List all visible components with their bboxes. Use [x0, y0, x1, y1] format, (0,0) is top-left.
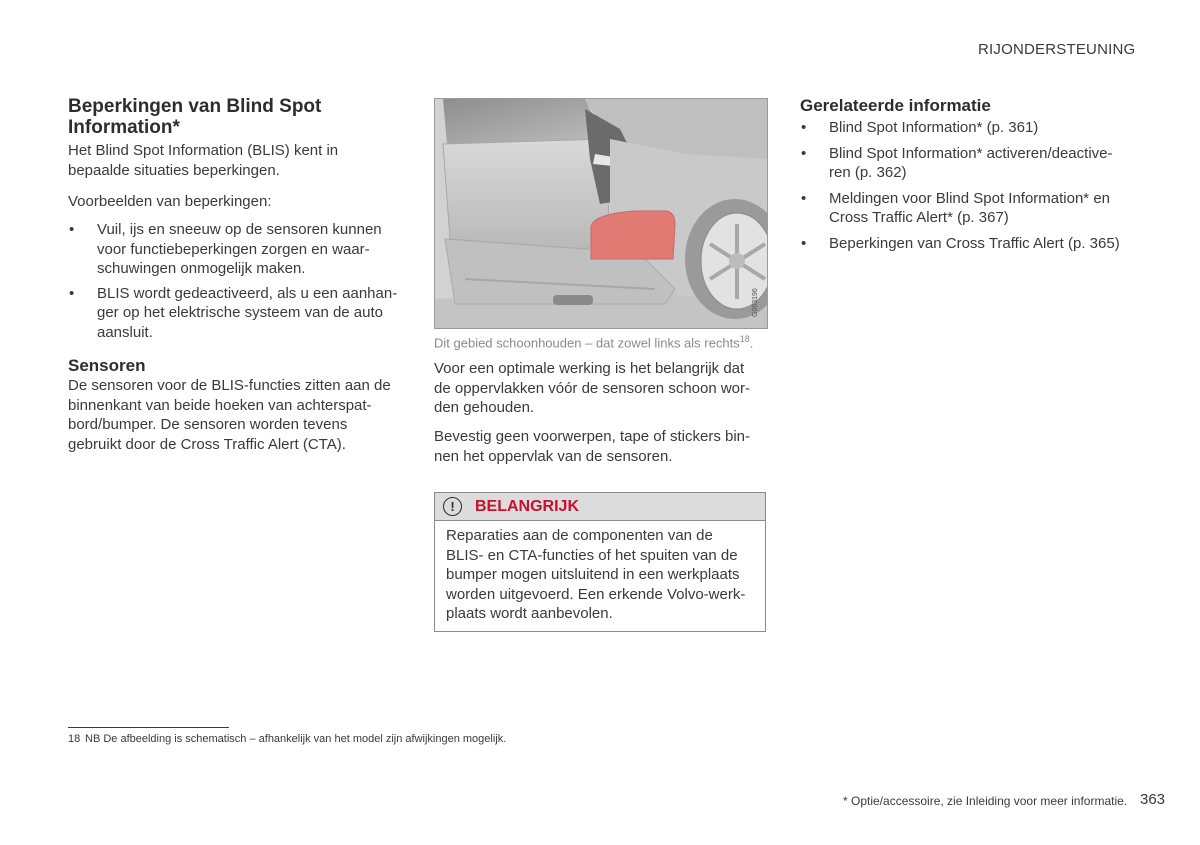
limitations-list [68, 220, 408, 342]
notice-header [435, 493, 765, 521]
bullet-icon: • [801, 234, 807, 252]
car-rear-illustration [434, 98, 768, 329]
text-line: Voor een optimale werking is het belangrijk dat [434, 360, 745, 377]
text-line: nen het oppervlak van de sensoren. [434, 447, 673, 465]
bullet-icon: • [801, 119, 807, 136]
notice-line: plaats wordt aanbevolen. [446, 605, 613, 622]
no-objects-text [434, 427, 769, 466]
list-item-line: BLIS wordt gedeactiveerd, als u een aanhan- [97, 284, 398, 302]
cleaning-text [434, 359, 769, 418]
list-item [68, 220, 408, 279]
option-note: * Optie/accessoire, zie Inleiding voor meer informatie. [843, 794, 1128, 808]
related-link[interactable] [800, 118, 1140, 138]
related-links-list [800, 118, 1140, 253]
list-item-line: voor functiebeperkingen zorgen en waar- [97, 240, 370, 258]
car-rear-drawing [435, 99, 767, 328]
sensors-line: gebruikt door de Cross Traffic Alert (CTA). [68, 435, 346, 453]
caption-end: . [749, 335, 754, 351]
figure-caption [434, 334, 753, 350]
exclamation-icon: ! [443, 497, 462, 516]
intro-line: bepaalde situaties beperkingen. [68, 161, 280, 179]
page-number: 363 [1140, 791, 1166, 808]
notice-line: worden uitgevoerd. Een erkende Volvo-werk- [446, 585, 746, 603]
sensors-line: bord/bumper. De sensoren worden tevens [68, 416, 348, 433]
bullet-icon: • [801, 189, 807, 207]
sensors-line: De sensoren voor de BLIS-functies zitten aan de [68, 377, 391, 394]
notice-line: Reparaties aan de componenten van de [446, 527, 713, 544]
caption-text: Dit gebied schoonhouden – dat zowel links als rechts [434, 335, 740, 351]
bullet-icon: • [69, 284, 75, 302]
text-line: Bevestig geen voorwerpen, tape of stickers bin- [434, 428, 751, 445]
figure-code: G063196 [752, 288, 759, 317]
bullet-icon: • [69, 221, 75, 238]
intro-text [68, 141, 398, 180]
notice-title: BELANGRIJK [475, 498, 580, 515]
footnote-number: 18 [68, 733, 81, 745]
page-title: Beperkingen van Blind Spot Information* [68, 96, 322, 138]
text-line: den gehouden. [434, 399, 535, 416]
footnote-divider [68, 727, 229, 728]
link-text: Beperkingen van Cross Traffic Alert (p. 365) [829, 234, 1120, 252]
bullet-icon: • [801, 144, 807, 162]
related-link[interactable] [800, 189, 1140, 228]
link-text: Blind Spot Information* (p. 361) [829, 119, 1039, 136]
list-item-line: schuwingen onmogelijk maken. [97, 260, 306, 277]
related-info-heading: Gerelateerde informatie [800, 96, 991, 115]
important-notice [434, 492, 766, 632]
footnote-ref[interactable]: 18 [739, 334, 750, 344]
list-item [68, 284, 408, 343]
notice-line: bumper mogen uitsluitend in een werkplaats [446, 566, 740, 583]
link-text: Cross Traffic Alert* (p. 367) [829, 209, 1009, 226]
related-link[interactable] [800, 144, 1140, 183]
sensors-line: binnenkant van beide hoeken van achterspat- [68, 396, 372, 414]
related-link[interactable] [800, 234, 1140, 254]
list-item-line: ger op het elektrische systeem van de auto [97, 304, 383, 321]
sensors-heading: Sensoren [68, 356, 146, 375]
link-text: ren (p. 362) [829, 164, 907, 181]
intro-line: Het Blind Spot Information (BLIS) kent in [68, 142, 339, 159]
notice-body [435, 521, 765, 624]
footnote-text: NB De afbeelding is schematisch – afhankelijk van het model zijn afwijkingen mogelijk. [85, 733, 507, 745]
link-text: Meldingen voor Blind Spot Information* en [829, 189, 1111, 207]
sensors-text [68, 376, 408, 454]
link-text: Blind Spot Information* activeren/deactive- [829, 144, 1113, 162]
examples-label: Voorbeelden van beperkingen: [68, 193, 272, 210]
list-item-line: Vuil, ijs en sneeuw op de sensoren kunnen [97, 221, 382, 238]
section-header: RIJONDERSTEUNING [978, 41, 1136, 58]
text-line: de oppervlakken vóór de sensoren schoon wor- [434, 379, 751, 397]
notice-line: BLIS- en CTA-functies of het spuiten van de [446, 546, 738, 564]
footnote [68, 733, 506, 745]
list-item-line: aansluit. [97, 323, 153, 341]
